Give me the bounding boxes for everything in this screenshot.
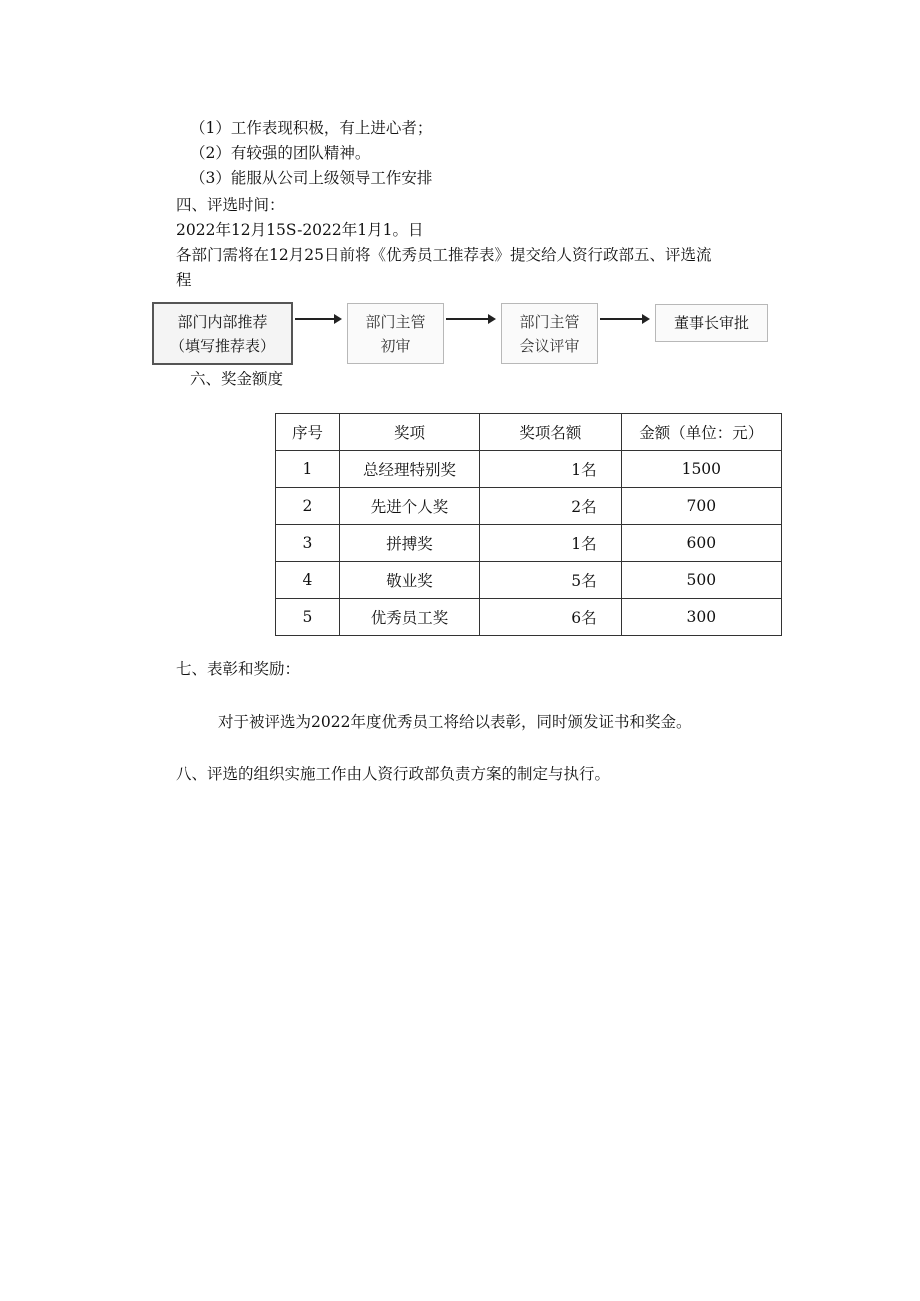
- cell-amount: 1500: [621, 451, 781, 488]
- section8-body: 八、评选的组织实施工作由人资行政部负责方案的制定与执行。: [176, 765, 611, 783]
- table-row: [276, 451, 782, 488]
- flow-step-label: 董事长审批: [673, 314, 749, 332]
- flow-step-label: （填写推荐表）: [169, 336, 275, 355]
- criterion-1: （1）工作表现积极，有上进心者；: [190, 119, 433, 137]
- cell-amount: 300: [621, 599, 781, 636]
- cell-award: 敬业奖: [339, 562, 479, 599]
- header-amount: 金额（单位：元）: [621, 414, 781, 451]
- cell-award: 拼搏奖: [339, 525, 479, 562]
- cell-index: 1: [276, 451, 340, 488]
- award-table: [275, 413, 782, 636]
- table-row: [276, 525, 782, 562]
- cell-award: 总经理特别奖: [339, 451, 479, 488]
- cell-quota: 1名: [480, 451, 622, 488]
- submission-notice-cont: 程: [176, 271, 192, 289]
- cell-quota: 2名: [480, 488, 622, 525]
- table-row: [276, 599, 782, 636]
- section7-title: 七、表彰和奖励：: [176, 660, 301, 678]
- flow-step-label: 部门主管: [365, 312, 426, 331]
- cell-quota: 6名: [480, 599, 622, 636]
- flow-arrow: [600, 318, 648, 320]
- header-award: 奖项: [339, 414, 479, 451]
- flow-arrow: [295, 318, 340, 320]
- criterion-3: （3）能服从公司上级领导工作安排: [190, 169, 433, 187]
- header-quota: 奖项名额: [480, 414, 622, 451]
- flow-step-chairman-approval: [655, 304, 768, 342]
- table-header-row: [276, 414, 782, 451]
- flow-arrow: [446, 318, 494, 320]
- flow-step-meeting-review: [501, 303, 598, 364]
- submission-notice: 各部门需将在12月25日前将《优秀员工推荐表》提交给人资行政部五、评选流: [176, 246, 712, 264]
- cell-amount: 700: [621, 488, 781, 525]
- header-index: 序号: [276, 414, 340, 451]
- section7-body: 对于被评选为2022年度优秀员工将给以表彰，同时颁发证书和奖金。: [218, 713, 692, 731]
- section6-title: 六、奖金额度: [190, 370, 284, 388]
- cell-award: 先进个人奖: [339, 488, 479, 525]
- cell-index: 2: [276, 488, 340, 525]
- section4-title: 四、评选时间：: [176, 196, 285, 214]
- cell-index: 5: [276, 599, 340, 636]
- cell-amount: 600: [621, 525, 781, 562]
- criterion-2: （2）有较强的团队精神。: [190, 144, 371, 162]
- table-row: [276, 562, 782, 599]
- cell-award: 优秀员工奖: [339, 599, 479, 636]
- flow-step-label: 部门内部推荐: [177, 312, 268, 331]
- cell-index: 3: [276, 525, 340, 562]
- flow-step-label: 会议评审: [519, 336, 580, 355]
- cell-index: 4: [276, 562, 340, 599]
- flow-step-dept-recommend: [152, 302, 293, 365]
- cell-quota: 1名: [480, 525, 622, 562]
- cell-quota: 5名: [480, 562, 622, 599]
- table-row: [276, 488, 782, 525]
- selection-date-range: 2022年12月15S-2022年1月1。日: [176, 221, 424, 239]
- flow-step-manager-review: [347, 303, 444, 364]
- cell-amount: 500: [621, 562, 781, 599]
- flow-step-label: 部门主管: [519, 312, 580, 331]
- flow-step-label: 初审: [380, 336, 411, 355]
